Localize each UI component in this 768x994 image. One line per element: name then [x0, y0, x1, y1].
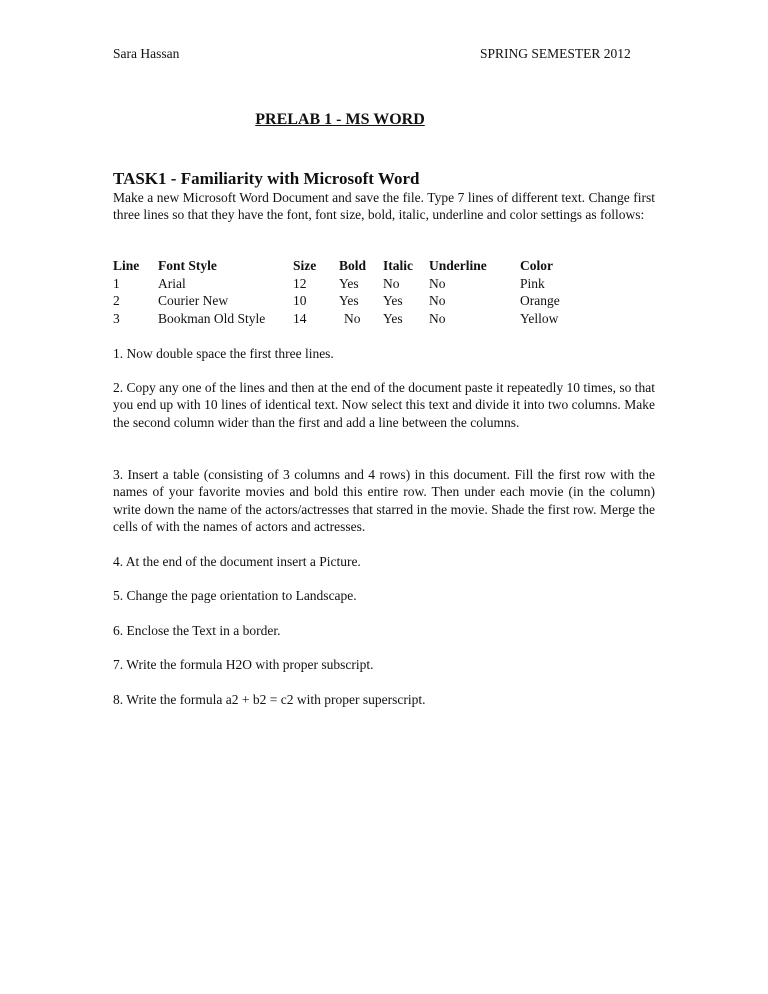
- table-header-cell: Underline: [429, 258, 487, 273]
- table-cell: 2: [113, 293, 120, 308]
- table-cell: Pink: [520, 275, 545, 291]
- header-author: Sara Hassan: [113, 46, 180, 61]
- table-cell: Arial: [158, 275, 186, 291]
- table-header-row: [113, 258, 600, 276]
- step-7: 7. Write the formula H2O with proper subscript.: [113, 657, 374, 672]
- step-3: 3. Insert a table (consisting of 3 columns and 4 rows) in this document. Fill the first row with the names of your favorite movies and bold this entire row. Then under each movie (in the column) write down the name of the actors/actresses that starred in the movie. Shade the first row. Merge the cells of with the names of actors and actresses.: [113, 467, 655, 535]
- table-cell: Yes: [339, 293, 359, 308]
- table-cell: No: [383, 275, 400, 291]
- step-8: 8. Write the formula a2 + b2 = c2 with proper superscript.: [113, 692, 426, 707]
- table-header-cell: Bold: [339, 258, 367, 273]
- table-cell: 1: [113, 275, 120, 291]
- table-cell: Yes: [383, 310, 403, 326]
- table-cell: 14: [293, 310, 307, 326]
- page-title: PRELAB 1 - MS WORD: [255, 111, 425, 128]
- task-heading: TASK1 - Familiarity with Microsoft Word: [113, 169, 420, 188]
- step-1: 1. Now double space the first three lines.: [113, 346, 334, 361]
- table-cell: 3: [113, 310, 120, 326]
- settings-table: [113, 258, 600, 328]
- table-cell: Orange: [520, 293, 560, 308]
- table-cell: No: [429, 310, 446, 326]
- table-cell: 12: [293, 275, 307, 291]
- table-header-cell: Italic: [383, 258, 413, 273]
- table-header-cell: Line: [113, 258, 140, 273]
- table-cell: No: [344, 310, 361, 326]
- table-cell: No: [429, 293, 446, 308]
- header-semester: SPRING SEMESTER 2012: [480, 46, 631, 61]
- table-cell: Courier New: [158, 293, 229, 308]
- table-cell: Yes: [339, 275, 359, 291]
- step-5: 5. Change the page orientation to Landscape.: [113, 588, 357, 603]
- table-row: [113, 293, 600, 311]
- table-cell: 10: [293, 293, 307, 308]
- step-6: 6. Enclose the Text in a border.: [113, 623, 281, 638]
- table-header-cell: Color: [520, 258, 553, 273]
- table-cell: Bookman Old Style: [158, 310, 266, 326]
- table-cell: Yellow: [520, 310, 559, 326]
- table-header-cell: Font Style: [158, 258, 217, 273]
- table-cell: Yes: [383, 293, 403, 308]
- table-row: [113, 311, 600, 329]
- table-row: [113, 276, 600, 294]
- table-header-cell: Size: [293, 258, 317, 273]
- step-2: 2. Copy any one of the lines and then at the end of the document paste it repeatedly 10 times, so that you end up with 10 lines of identical text. Now select this text and divide it into two columns. Make the second column wider than the first and add a line between the columns.: [113, 380, 655, 430]
- table-cell: No: [429, 275, 446, 291]
- step-4: 4. At the end of the document insert a Picture.: [113, 554, 361, 569]
- task-intro: Make a new Microsoft Word Document and save the file. Type 7 lines of different text. Change first three lines so that they have the font, font size, bold, italic, underline and color settings as follows:: [113, 190, 655, 223]
